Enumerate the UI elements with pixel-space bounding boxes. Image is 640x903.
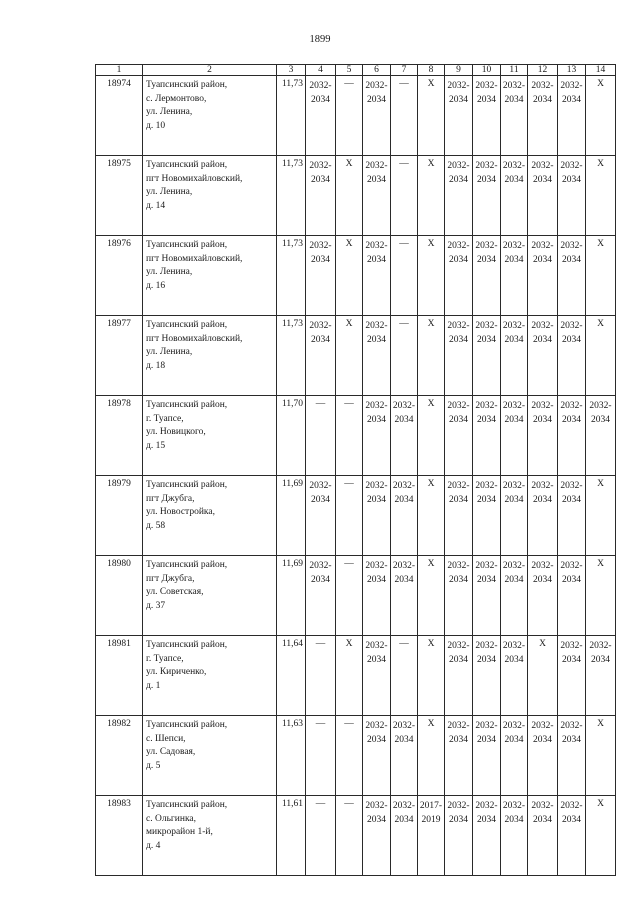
address-line: д. 5 [146,760,161,771]
year-range-cell: 2032- 2034 [528,396,558,476]
table-row [96,476,616,556]
address-line: д. 10 [146,120,166,131]
cost-cell: 11,63 [277,716,306,796]
mark-cell: Х [418,716,445,796]
column-header: 1 [96,65,143,76]
address-cell [143,156,277,236]
table-row [96,396,616,476]
page-number: 1899 [309,34,331,45]
address-line: ул. Новицкого, [146,427,206,437]
address-line: ул. Ленина, [146,187,193,197]
year-range-cell: 2032- 2034 [528,556,558,636]
address-line: д. 58 [146,520,166,531]
year-range-cell: 2032- 2034 [445,76,473,156]
year-range-cell: 2032- 2034 [391,556,418,636]
year-range-cell: 2032- 2034 [528,316,558,396]
year-range-cell: 2032- 2034 [473,636,501,716]
address-line: ул. Ленина, [146,107,193,117]
register-table [95,64,616,876]
record-number: 18974 [96,76,143,156]
mark-cell: — [391,236,418,316]
record-number: 18976 [96,236,143,316]
address-cell [143,76,277,156]
year-range-cell: 2032- 2034 [473,476,501,556]
mark-cell: Х [336,156,363,236]
address-line: Туапсинский район, [146,320,228,330]
address-line: пгт Джубга, [146,573,195,584]
mark-cell: — [391,636,418,716]
record-number: 18981 [96,636,143,716]
address-cell [143,796,277,876]
mark-cell: — [306,636,336,716]
address-line: Туапсинский район, [146,80,228,90]
year-range-cell: 2032- 2034 [306,316,336,396]
column-header: 10 [473,65,501,76]
address-line: д. 15 [146,440,166,451]
column-header: 6 [363,65,391,76]
address-line: Туапсинский район, [146,640,228,650]
table-row [96,316,616,396]
address-line: д. 14 [146,200,166,211]
address-line: д. 18 [146,360,166,371]
address-line: пгт Джубга, [146,493,195,504]
year-range-cell: 2032- 2034 [473,796,501,876]
year-range-cell: 2032- 2034 [473,396,501,476]
address-line: пгт Новомихайловский, [146,173,243,184]
cost-cell: 11,73 [277,156,306,236]
record-number: 18975 [96,156,143,236]
mark-cell: Х [586,76,616,156]
record-number: 18977 [96,316,143,396]
year-range-cell: 2032- 2034 [558,476,586,556]
year-range-cell: 2032- 2034 [558,236,586,316]
column-header: 12 [528,65,558,76]
mark-cell: — [306,716,336,796]
column-header: 13 [558,65,586,76]
year-range-cell: 2032- 2034 [558,636,586,716]
year-range-cell: 2032- 2034 [445,476,473,556]
mark-cell: Х [528,636,558,716]
year-range-cell: 2032- 2034 [306,156,336,236]
year-range-cell: 2032- 2034 [306,76,336,156]
address-cell [143,396,277,476]
year-range-cell: 2032- 2034 [363,476,391,556]
year-range-cell: 2032- 2034 [363,396,391,476]
column-header: 2 [143,65,277,76]
year-range-cell: 2032- 2034 [501,556,528,636]
address-line: с. Ольгинка, [146,813,197,824]
mark-cell: — [336,716,363,796]
address-line: ул. Новостройка, [146,507,215,517]
mark-cell: — [336,796,363,876]
mark-cell: Х [586,156,616,236]
year-range-cell: 2032- 2034 [501,76,528,156]
mark-cell: Х [586,796,616,876]
mark-cell: — [336,396,363,476]
header-row [96,65,616,76]
year-range-cell: 2032- 2034 [306,236,336,316]
address-line: ул. Кириченко, [146,667,207,677]
year-range-cell: 2032- 2034 [363,796,391,876]
year-range-cell: 2032- 2034 [445,316,473,396]
mark-cell: — [306,796,336,876]
table-header [96,65,616,76]
address-line: д. 37 [146,600,166,611]
mark-cell: Х [418,156,445,236]
mark-cell: Х [586,316,616,396]
year-range-cell: 2032- 2034 [528,156,558,236]
year-range-cell: 2032- 2034 [558,716,586,796]
address-line: г. Туапсе, [146,653,184,664]
year-range-cell: 2032- 2034 [528,236,558,316]
column-header: 14 [586,65,616,76]
address-line: г. Туапсе, [146,413,184,424]
year-range-cell: 2032- 2034 [558,796,586,876]
year-range-cell: 2032- 2034 [473,556,501,636]
mark-cell: Х [586,236,616,316]
year-range-cell: 2032- 2034 [473,156,501,236]
mark-cell: Х [336,636,363,716]
mark-cell: — [336,476,363,556]
mark-cell: — [336,76,363,156]
cost-cell: 11,73 [277,316,306,396]
record-number: 18983 [96,796,143,876]
address-line: Туапсинский район, [146,240,228,250]
year-range-cell: 2032- 2034 [528,76,558,156]
year-range-cell: 2032- 2034 [363,316,391,396]
address-line: ул. Советская, [146,587,204,597]
column-header: 3 [277,65,306,76]
mark-cell: Х [418,636,445,716]
table-row [96,796,616,876]
year-range-cell: 2032- 2034 [501,396,528,476]
record-number: 18980 [96,556,143,636]
address-line: с. Лермонтово, [146,93,207,104]
year-range-cell: 2032- 2034 [445,636,473,716]
year-range-cell: 2032- 2034 [501,796,528,876]
cost-cell: 11,69 [277,556,306,636]
column-header: 9 [445,65,473,76]
address-line: ул. Ленина, [146,267,193,277]
mark-cell: — [391,76,418,156]
mark-cell: — [391,156,418,236]
year-range-cell: 2032- 2034 [306,476,336,556]
year-range-cell: 2032- 2034 [501,316,528,396]
table-row [96,76,616,156]
year-range-cell: 2032- 2034 [445,156,473,236]
year-range-cell: 2032- 2034 [445,396,473,476]
address-line: микрорайон 1-й, [146,827,213,837]
year-range-cell: 2032- 2034 [586,636,616,716]
mark-cell: Х [418,76,445,156]
column-header: 8 [418,65,445,76]
year-range-cell: 2032- 2034 [391,716,418,796]
year-range-cell: 2032- 2034 [558,76,586,156]
address-cell [143,636,277,716]
year-range-cell: 2032- 2034 [445,796,473,876]
address-line: Туапсинский район, [146,720,228,730]
year-range-cell: 2032- 2034 [501,636,528,716]
year-range-cell: 2032- 2034 [391,396,418,476]
year-range-cell: 2032- 2034 [586,396,616,476]
column-header: 7 [391,65,418,76]
address-line: Туапсинский район, [146,400,228,410]
mark-cell: — [306,396,336,476]
year-range-cell: 2032- 2034 [363,716,391,796]
column-header: 5 [336,65,363,76]
year-range-cell: 2032- 2034 [528,716,558,796]
cost-cell: 11,70 [277,396,306,476]
mark-cell: — [391,316,418,396]
address-line: ул. Ленина, [146,347,193,357]
year-range-cell: 2032- 2034 [473,76,501,156]
year-range-cell: 2032- 2034 [473,316,501,396]
year-range-cell: 2032- 2034 [363,556,391,636]
year-range-cell: 2032- 2034 [391,476,418,556]
address-line: Туапсинский район, [146,560,228,570]
address-line: д. 4 [146,840,161,851]
mark-cell: Х [418,476,445,556]
year-range-cell: 2032- 2034 [501,156,528,236]
address-line: ул. Садовая, [146,747,196,757]
address-cell [143,236,277,316]
mark-cell: Х [418,236,445,316]
year-range-cell: 2032- 2034 [445,236,473,316]
address-line: пгт Новомихайловский, [146,333,243,344]
year-range-cell: 2032- 2034 [473,236,501,316]
address-cell [143,316,277,396]
address-cell [143,716,277,796]
mark-cell: — [336,556,363,636]
cost-cell: 11,73 [277,236,306,316]
year-range-cell: 2032- 2034 [363,156,391,236]
year-range-cell: 2032- 2034 [445,716,473,796]
record-number: 18979 [96,476,143,556]
address-line: Туапсинский район, [146,800,228,810]
mark-cell: Х [336,316,363,396]
cost-cell: 11,73 [277,76,306,156]
year-range-cell: 2032- 2034 [501,236,528,316]
year-range-cell: 2032- 2034 [558,316,586,396]
address-line: д. 1 [146,680,161,691]
cost-cell: 11,64 [277,636,306,716]
mark-cell: Х [336,236,363,316]
year-range-cell: 2032- 2034 [445,556,473,636]
year-range-cell: 2032- 2034 [391,796,418,876]
table-row [96,236,616,316]
year-range-cell: 2032- 2034 [306,556,336,636]
table-row [96,556,616,636]
year-range-cell: 2032- 2034 [528,476,558,556]
mark-cell: Х [418,316,445,396]
cost-cell: 11,61 [277,796,306,876]
year-range-cell: 2032- 2034 [558,396,586,476]
mark-cell: Х [418,396,445,476]
year-range-cell: 2032- 2034 [363,236,391,316]
year-range-cell: 2032- 2034 [473,716,501,796]
address-line: д. 16 [146,280,166,291]
address-cell [143,556,277,636]
year-range-cell: 2032- 2034 [558,556,586,636]
year-range-cell: 2032- 2034 [528,796,558,876]
mark-cell: Х [418,556,445,636]
address-line: Туапсинский район, [146,480,228,490]
record-number: 18982 [96,716,143,796]
table-body [96,76,616,876]
year-range-cell: 2032- 2034 [501,716,528,796]
table-row [96,636,616,716]
record-number: 18978 [96,396,143,476]
address-line: Туапсинский район, [146,160,228,170]
year-range-cell: 2032- 2034 [558,156,586,236]
year-range-cell: 2032- 2034 [363,636,391,716]
mark-cell: Х [586,476,616,556]
column-header: 4 [306,65,336,76]
year-range-cell: 2032- 2034 [363,76,391,156]
address-line: пгт Новомихайловский, [146,253,243,264]
table-row [96,716,616,796]
mark-cell: Х [586,556,616,636]
year-range-cell: 2032- 2034 [501,476,528,556]
mark-cell: Х [586,716,616,796]
address-cell [143,476,277,556]
cost-cell: 11,69 [277,476,306,556]
address-line: с. Шепси, [146,733,186,744]
table-row [96,156,616,236]
year-range-cell: 2017- 2019 [418,796,445,876]
column-header: 11 [501,65,528,76]
